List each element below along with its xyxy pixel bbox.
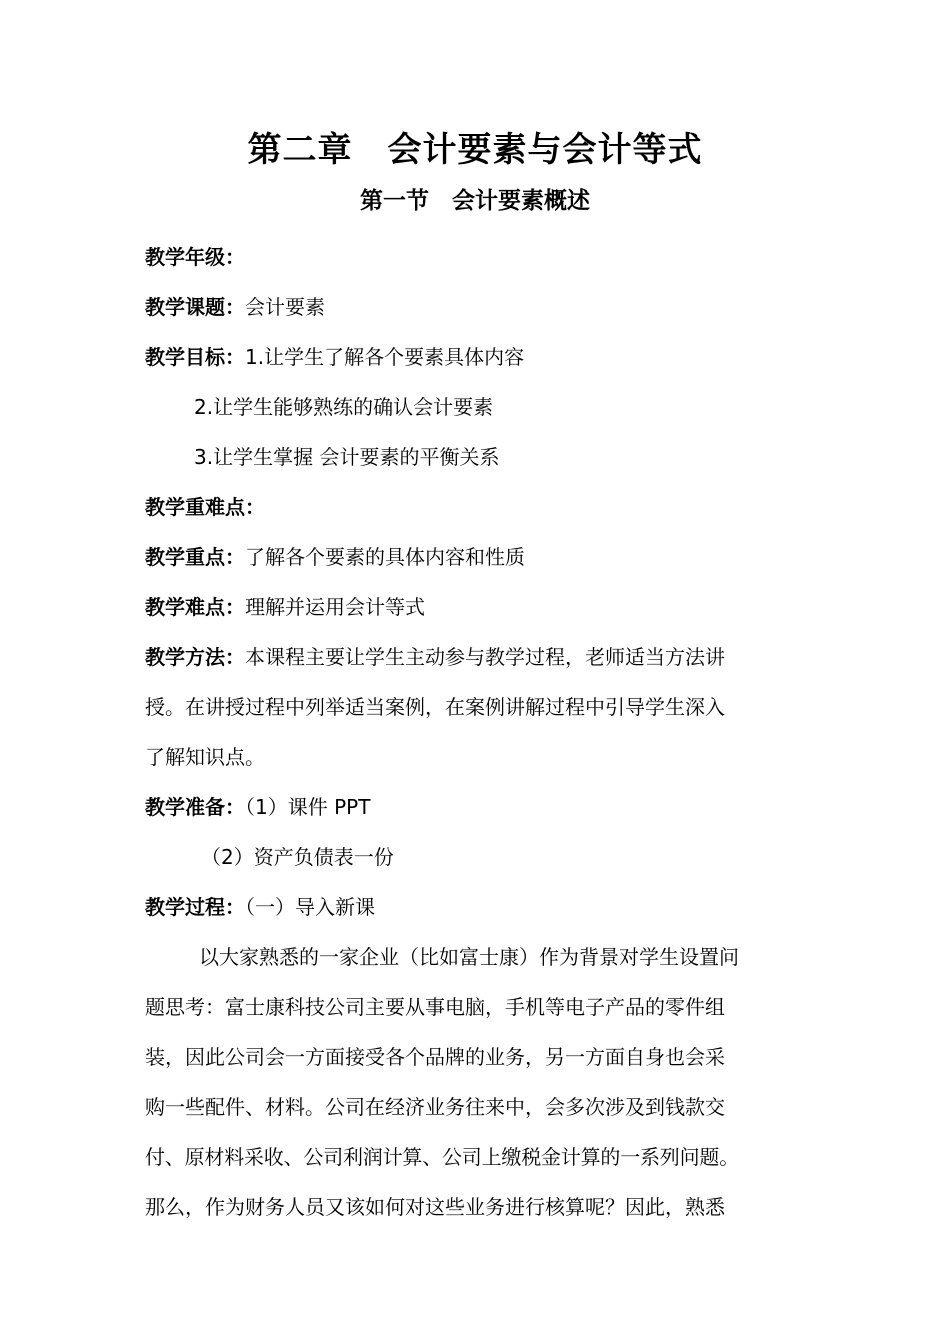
preparation-line [145, 832, 815, 882]
method-label: 教学方法： [145, 645, 245, 669]
paragraph-line [145, 1182, 815, 1232]
paragraph-line [145, 1082, 815, 1132]
grade-line [145, 232, 815, 282]
method-line [145, 632, 815, 682]
paragraph-line [145, 1032, 815, 1082]
difficulties-label: 教学难点： [145, 595, 245, 619]
preparation-item: （2）资产负债表一份 [201, 845, 394, 869]
method-line [145, 732, 815, 782]
process-step: （一）导入新课 [245, 895, 375, 919]
topic-value: 会计要素 [245, 295, 325, 319]
section-title: 第一节 会计要素概述 [360, 187, 590, 214]
paragraph-text: 装，因此公司会一方面接受各个品牌的业务，另一方面自身也会采 [145, 1045, 725, 1069]
objective-item: 2.让学生能够熟练的确认会计要素 [194, 395, 494, 419]
key-difficult-line [145, 482, 815, 532]
paragraph-text: 以大家熟悉的一家企业（比如富士康）作为背景对学生设置问 [199, 945, 739, 969]
topic-line [145, 282, 815, 332]
paragraph-text: 购一些配件、材料。公司在经济业务往来中，会多次涉及到钱款交 [145, 1095, 725, 1119]
method-text: 了解知识点。 [145, 745, 265, 769]
objective-item: 1.让学生了解各个要素具体内容 [245, 345, 525, 369]
chapter-title: 第二章 会计要素与会计等式 [247, 130, 703, 170]
paragraph-text: 那么，作为财务人员又该如何对这些业务进行核算呢？因此，熟悉 [145, 1195, 725, 1219]
difficulties-value: 理解并运用会计等式 [245, 595, 425, 619]
difficulties-line [145, 582, 815, 632]
paragraph-line [145, 1132, 815, 1182]
method-text: 本课程主要让学生主动参与教学过程，老师适当方法讲 [245, 645, 725, 669]
document-body [145, 232, 815, 1232]
paragraph-line [145, 982, 815, 1032]
objectives-label: 教学目标： [145, 345, 245, 369]
topic-label: 教学课题： [145, 295, 245, 319]
key-points-line [145, 532, 815, 582]
objectives-line [145, 332, 815, 382]
preparation-line [145, 782, 815, 832]
objective-line [145, 432, 815, 482]
preparation-item: （1）课件 PPT [245, 795, 371, 819]
method-text: 授。在讲授过程中列举适当案例，在案例讲解过程中引导学生深入 [145, 695, 725, 719]
objective-item: 3.让学生掌握 会计要素的平衡关系 [194, 445, 500, 469]
paragraph-line [145, 932, 815, 982]
preparation-label: 教学准备： [145, 795, 245, 819]
objective-line [145, 382, 815, 432]
process-label: 教学过程： [145, 895, 245, 919]
grade-label: 教学年级： [145, 245, 245, 269]
paragraph-text: 题思考：富士康科技公司主要从事电脑，手机等电子产品的零件组 [145, 995, 725, 1019]
paragraph-text: 付、原材料采收、公司利润计算、公司上缴税金计算的一系列问题。 [145, 1145, 739, 1169]
key-points-label: 教学重点： [145, 545, 245, 569]
key-points-value: 了解各个要素的具体内容和性质 [245, 545, 525, 569]
method-line [145, 682, 815, 732]
key-difficult-label: 教学重难点： [145, 495, 265, 519]
process-line [145, 882, 815, 932]
